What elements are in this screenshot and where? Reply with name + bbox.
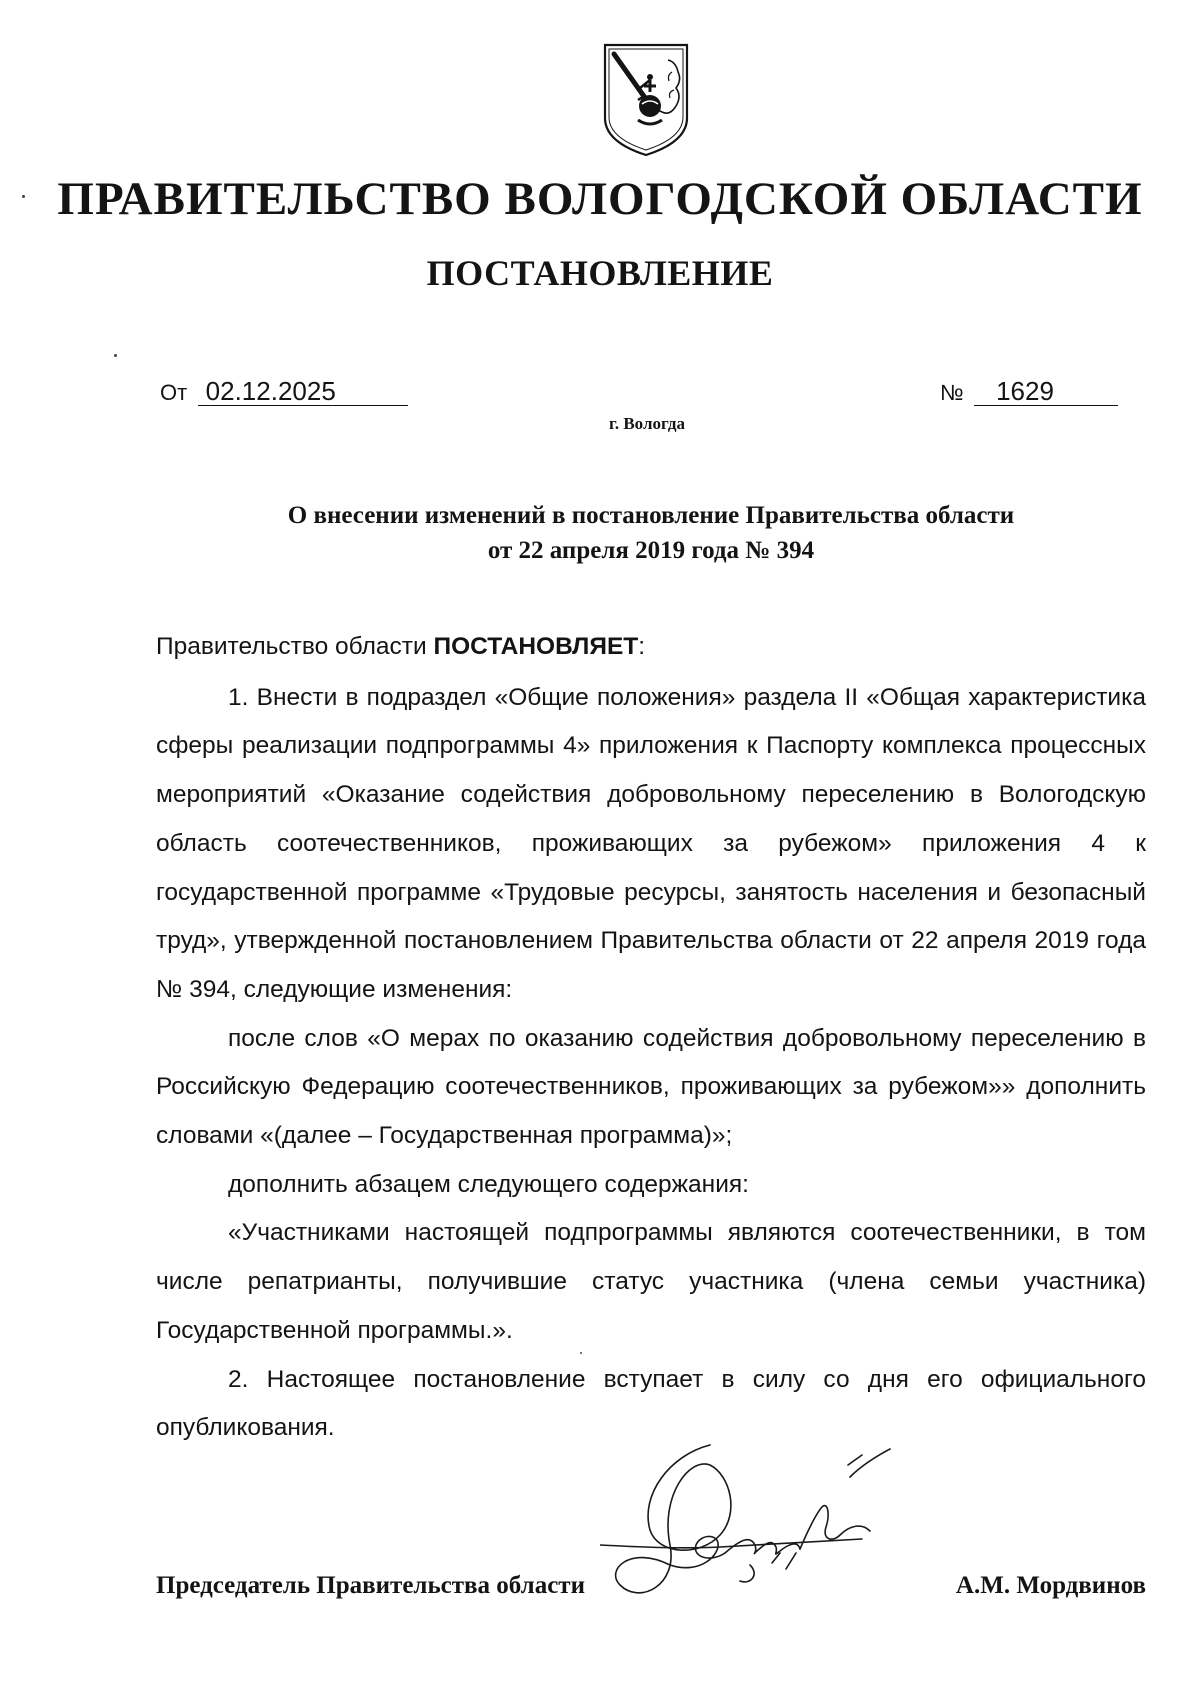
body-paragraph: после слов «О мерах по оказанию содействия добровольному переселению в Российскую Федерацию соотечественников, проживающих за рубежом»» дополнить словами «(далее – Государственная программа)»; (156, 1024, 1146, 1150)
date-label: От (160, 380, 188, 405)
scan-speck (580, 1352, 582, 1354)
preamble (156, 623, 1146, 672)
document-type-title: ПОСТАНОВЛЕНИЕ (426, 253, 774, 293)
signatory-position: Председатель Правительства области (156, 1572, 585, 1599)
number-value: 1629 (974, 377, 1118, 406)
scan-speck (22, 195, 25, 198)
subject-line: от 22 апреля 2019 года № 394 (487, 537, 815, 564)
document-subject (156, 498, 1146, 568)
date-field (160, 377, 408, 406)
body-paragraph: дополнить абзацем следующего содержания: (228, 1170, 749, 1198)
handwritten-signature-icon (600, 1435, 920, 1610)
body-paragraph: 2. Настоящее постановление вступает в силу со дня его официального опубликования. (156, 1365, 1146, 1442)
subject-line: О внесении изменений в постановление Правительства области (287, 502, 1015, 529)
scan-speck (114, 354, 117, 357)
vologda-coat-of-arms-icon (602, 42, 690, 158)
signatory-name: А.М. Мордвинов (955, 1572, 1146, 1599)
preamble-verb: ПОСТАНОВЛЯЕТ (433, 633, 639, 660)
number-field (940, 377, 1118, 406)
document-body (156, 623, 1146, 1453)
body-paragraph: 1. Внести в подраздел «Общие положения» раздела II «Общая характеристика сферы реализации подпрограммы 4» приложения к Паспорту комплекса процессных мероприятий «Оказание содействия добровольному переселению в Вологодскую область соотечественников, проживающих за рубежом» приложения 4 к государственной программе «Трудовые ресурсы, занятость населения и безопасный труд», утвержденной постановлением Правительства области от 22 апреля 2019 года № 394, следующие изменения: (156, 683, 1146, 1003)
organization-title: ПРАВИТЕЛЬСТВО ВОЛОГОДСКОЙ ОБЛАСТИ (57, 173, 1143, 225)
preamble-colon: : (638, 633, 646, 660)
preamble-text: Правительство области (156, 633, 434, 660)
body-paragraph: «Участниками настоящей подпрограммы являются соотечественники, в том числе репатрианты, получившие статус участника (члена семьи участника) Государственной программы.». (156, 1219, 1146, 1344)
city-label: г. Вологда (609, 414, 685, 433)
number-label: № (940, 380, 964, 405)
date-value: 02.12.2025 (198, 377, 408, 406)
